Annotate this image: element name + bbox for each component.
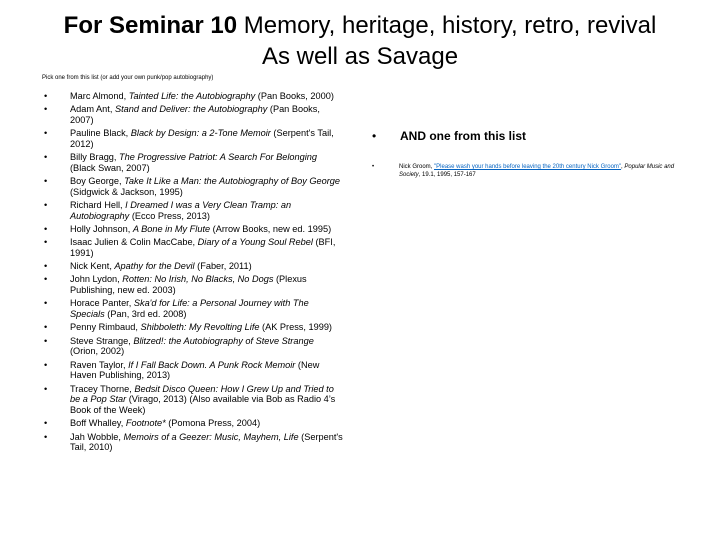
book-publication: (Pomona Press, 2004) [165, 418, 261, 429]
bullet: • [44, 237, 48, 248]
book-title: The Progressive Patriot: A Search For Belonging [119, 152, 317, 163]
reference-item [372, 163, 692, 179]
book-list-item [44, 261, 344, 272]
bullet: • [372, 129, 377, 143]
title-bold: For Seminar 10 [63, 12, 238, 39]
book-publication: (Serpent's Tail, 2010) [70, 431, 343, 453]
reference-author: Nick Groom, [399, 164, 435, 170]
instruction-text: Pick one from this list (or add your own punk/pop autobiography) [42, 75, 214, 81]
book-list [44, 91, 344, 456]
bullet: • [44, 261, 48, 272]
title-rest: Memory, heritage, history, retro, revival [237, 12, 657, 39]
book-publication: (Pan Books, 2000) [255, 91, 334, 101]
book-title: Apathy for the Devil [114, 261, 195, 272]
book-title: Ska'd for Life: a Personal Journey with The Specials [70, 298, 309, 320]
book-list-item [44, 176, 344, 198]
book-publication: (Faber, 2011) [194, 261, 252, 272]
book-publication: (Arrow Books, new ed. 1995) [210, 224, 332, 235]
bullet: • [44, 200, 48, 211]
book-list-item [44, 128, 344, 150]
book-title: I Dreamed I was a Very Clean Tramp: an Autobiography [70, 200, 292, 221]
book-list-item [44, 432, 344, 454]
book-list-item [44, 91, 344, 102]
book-list-item [44, 200, 344, 222]
book-publication: (Sidgwick & Jackson, 1995) [70, 186, 183, 197]
book-title: Shibboleth: My Revolting Life [140, 322, 260, 333]
right-heading-text: AND one from this list [400, 129, 527, 143]
book-list-item [44, 298, 344, 320]
book-author: Adam Ant, [70, 104, 115, 115]
bullet: • [44, 322, 48, 333]
book-title: Diary of a Young Soul Rebel [197, 237, 313, 248]
title-line-2: As well as Savage [261, 43, 459, 70]
bullet: • [44, 383, 48, 394]
reference-link[interactable]: "Please wash your hands before leaving the 20th century Nick Groom" [434, 164, 622, 170]
book-title: Blitzed!: the Autobiography of Steve Strange [133, 335, 314, 346]
book-list-item [44, 322, 344, 333]
book-author: Penny Rimbaud, [70, 322, 141, 333]
book-list-item [44, 152, 344, 174]
book-list-item [44, 336, 344, 358]
book-publication: (BFI, 1991) [70, 237, 336, 259]
book-publication: (Ecco Press, 2013) [129, 210, 210, 221]
book-title: If I Fall Back Down. A Punk Rock Memoir [128, 359, 296, 370]
book-author: Holly Johnson, [70, 224, 133, 235]
reference-rest: , 19.1, 1995, 157-167 [418, 172, 476, 178]
book-list-item [44, 384, 344, 416]
book-title: Stand and Deliver: the Autobiography [114, 104, 268, 115]
book-title: Memoirs of a Geezer: Music, Mayhem, Life [123, 431, 299, 442]
book-publication: (Pan, 3rd ed. 2008) [104, 309, 187, 320]
book-author: Tracey Thorne, [70, 383, 135, 394]
book-list-item [44, 360, 344, 382]
bullet: • [44, 431, 48, 442]
book-author: Isaac Julien & Colin MacCabe, [70, 237, 198, 248]
slide-title [0, 10, 720, 72]
book-title: Tainted Life: the Autobiography [128, 91, 256, 101]
reference-sep: , [621, 164, 625, 170]
bullet: • [44, 91, 48, 101]
book-author: Horace Panter, [70, 298, 134, 309]
book-list-item [44, 274, 344, 296]
book-publication: (Orion, 2002) [70, 346, 125, 357]
book-title: Footnote* [125, 418, 166, 429]
book-author: Boff Whalley, [70, 418, 126, 429]
book-publication: (Virago, 2013) (Also available via Bob as Radio 4’s Book of the Week) [70, 394, 336, 416]
book-author: Jah Wobble, [70, 431, 124, 442]
reference-journal: Popular Music and Society [399, 164, 675, 178]
bullet: • [44, 152, 48, 163]
bullet: • [44, 104, 48, 115]
book-author: Nick Kent, [70, 261, 115, 272]
book-title: A Bone in My Flute [132, 224, 211, 235]
book-list-item [44, 224, 344, 235]
book-title: Take It Like a Man: the Autobiography of Boy George [124, 176, 341, 187]
book-author: Boy George, [70, 176, 125, 187]
book-publication: (Serpent's Tail, 2012) [70, 128, 334, 149]
book-publication: (Plexus Publishing, new ed. 2003) [70, 274, 307, 296]
title-line-1 [0, 10, 720, 41]
bullet: • [44, 298, 48, 309]
book-list-item [44, 104, 344, 126]
book-author: Steve Strange, [70, 335, 134, 346]
reference-text [372, 163, 692, 179]
book-title: Rotten: No Irish, No Blacks, No Dogs [122, 274, 274, 285]
book-author: Richard Hell, [70, 200, 126, 211]
bullet: • [372, 164, 375, 170]
book-author: John Lydon, [70, 274, 123, 285]
book-publication: (Pan Books, 2007) [70, 104, 320, 125]
bullet: • [44, 418, 48, 429]
bullet: • [44, 128, 48, 139]
book-author: Pauline Black, [70, 128, 131, 139]
book-author: Marc Almond, [70, 91, 129, 101]
book-publication: (New Haven Publishing, 2013) [70, 359, 320, 381]
bullet: • [44, 274, 48, 285]
bullet: • [44, 335, 48, 346]
book-list-item [44, 418, 344, 429]
book-author: Raven Taylor, [70, 359, 129, 370]
right-heading [372, 129, 702, 143]
book-publication: (AK Press, 1999) [259, 322, 332, 333]
book-title: Black by Design: a 2-Tone Memoir [130, 128, 271, 139]
book-title: Bedsit Disco Queen: How I Grew Up and Tried to be a Pop Star [70, 383, 334, 405]
bullet: • [44, 224, 48, 235]
bullet: • [44, 359, 48, 370]
book-publication: (Black Swan, 2007) [70, 162, 150, 173]
bullet: • [44, 176, 48, 187]
book-author: Billy Bragg, [70, 152, 120, 163]
book-list-item [44, 237, 344, 259]
